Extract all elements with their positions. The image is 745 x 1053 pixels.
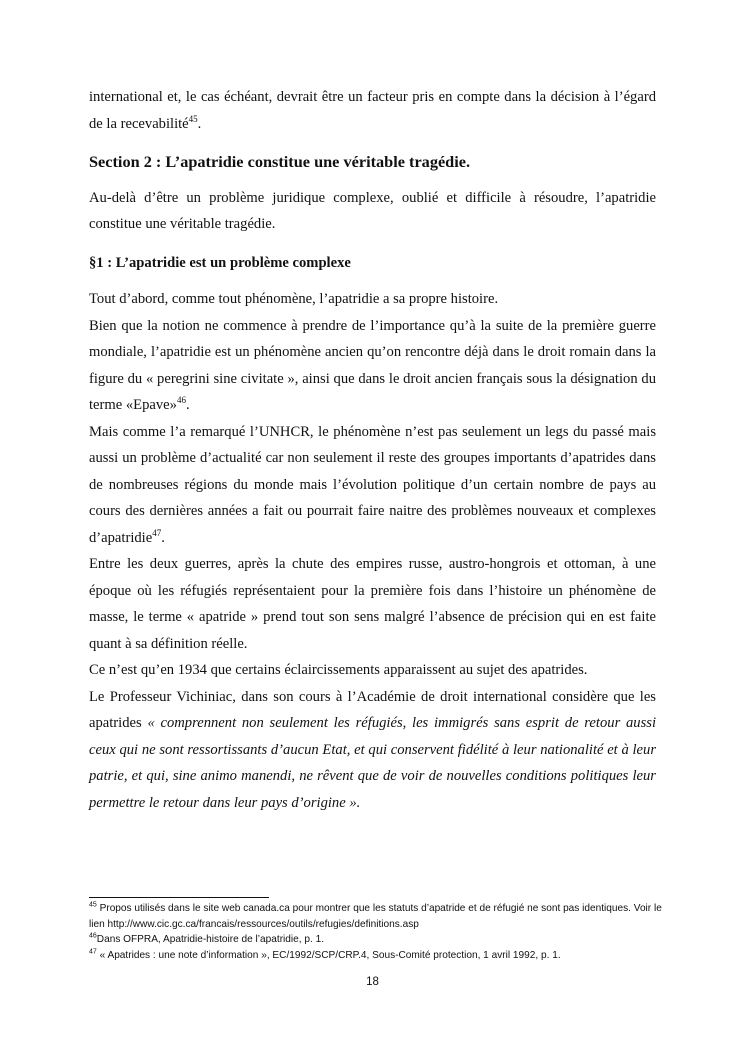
- footnote-ref-45: 45: [188, 113, 198, 124]
- paragraph-ancient-origins: Bien que la notion ne commence à prendre de l’importance qu’à la suite de la première guerre mondiale, l’apatridie est un phénomène ancien qu’on rencontre déjà dans le droit romain dans la figure du « peregrini sine civitate », ainsi que dans le droit ancien français sous la désignation du terme «Epave»$^{46}$.: [89, 317, 656, 413]
- section-heading: Section 2 : L’apatridie constitue une véritable tragédie.: [89, 152, 471, 171]
- footnote-45: $^{45}$ Propos utilisés dans le site web canada.ca pour montrer que les statuts d’apatride et de réfugié ne sont pas identiques. Voir le lien http://www.cic.gc.ca/francais/ressources/outils/refugies/definitions.asp: [89, 901, 662, 930]
- paragraph-vichiniac: Le Professeur Vichiniac, dans son cours à l’Académie de droit international considère que les apatrides « comprennent non seulement les réfugiés, les immigrés sans esprit de retour aussi ceux qui ne sont ressortissants d’aucun Etat, et qui conservent fidélité à leur nationalité et à leur patrie, et qui, sine animo manendi, ne rêvent que de voir de nouvelles conditions politiques leur permettre le retour dans leur pays d’origine ».: [89, 688, 657, 811]
- paragraph-continuation: international et, le cas échéant, devrait être un facteur pris en compte dans la décision à l’égard de la recevabilité$^{45}$.: [89, 89, 656, 132]
- footnote-ref-47: 47: [152, 527, 162, 538]
- page-number: 18: [366, 976, 379, 988]
- body-text: [89, 84, 656, 816]
- footnote-ref-46: 46: [176, 395, 186, 406]
- footnote-separator: [89, 897, 269, 898]
- vichiniac-quote: « comprennent non seulement les réfugiés, les immigrés sans esprit de retour aussi ceux qui ne sont ressortissants d’aucun Etat, et qui conservent fidélité à leur nationalité et à leur patrie, et qui, sine animo manendi, ne rêvent que de voir de nouvelles conditions politiques leur permettre le retour dans leur pays d’origine »: [89, 715, 657, 811]
- subsection-heading: §1 : L’apatridie est un problème complexe: [89, 254, 351, 271]
- paragraph-unhcr: Mais comme l’a remarqué l’UNHCR, le phénomène n’est pas seulement un legs du passé mais aussi un problème d’actualité car non seulement il reste des groupes importants d’apatrides dans de nombreuses régions du monde mais l’évolution politique d’un certain nombre de pays au cours des dernières années a fait ou pourrait faire naitre des problèmes nouveaux et complexes d’apatridie$^{47}$.: [89, 423, 656, 546]
- paragraph-between-wars: Entre les deux guerres, après la chute des empires russe, austro-hongrois et ottoman, à une époque où les réfugiés représentaient pour la première fois dans l’histoire un phénomène de masse, le terme « apatride » prend tout son sens malgré l’absence de précision qui en est faite quant à sa définition réelle.: [89, 556, 656, 652]
- footnotes: [89, 901, 669, 963]
- paragraph-intro: Au-delà d’être un problème juridique complexe, oublié et difficile à résoudre, l’apatridie constitue une véritable tragédie.: [89, 189, 656, 232]
- footnote-46: $^{46}$Dans OFPRA, Apatridie-histoire de l’apatridie, p. 1.: [89, 932, 325, 945]
- paragraph-history: Tout d’abord, comme tout phénomène, l’apatridie a sa propre histoire.: [89, 291, 499, 307]
- footnote-47: $^{47}$ « Apatrides : une note d’information », EC/1992/SCP/CRP.4, Sous-Comité protection, 1 avril 1992, p. 1.: [89, 948, 561, 961]
- paragraph-1934: Ce n’est qu’en 1934 que certains éclaircissements apparaissent au sujet des apatrides.: [89, 662, 588, 678]
